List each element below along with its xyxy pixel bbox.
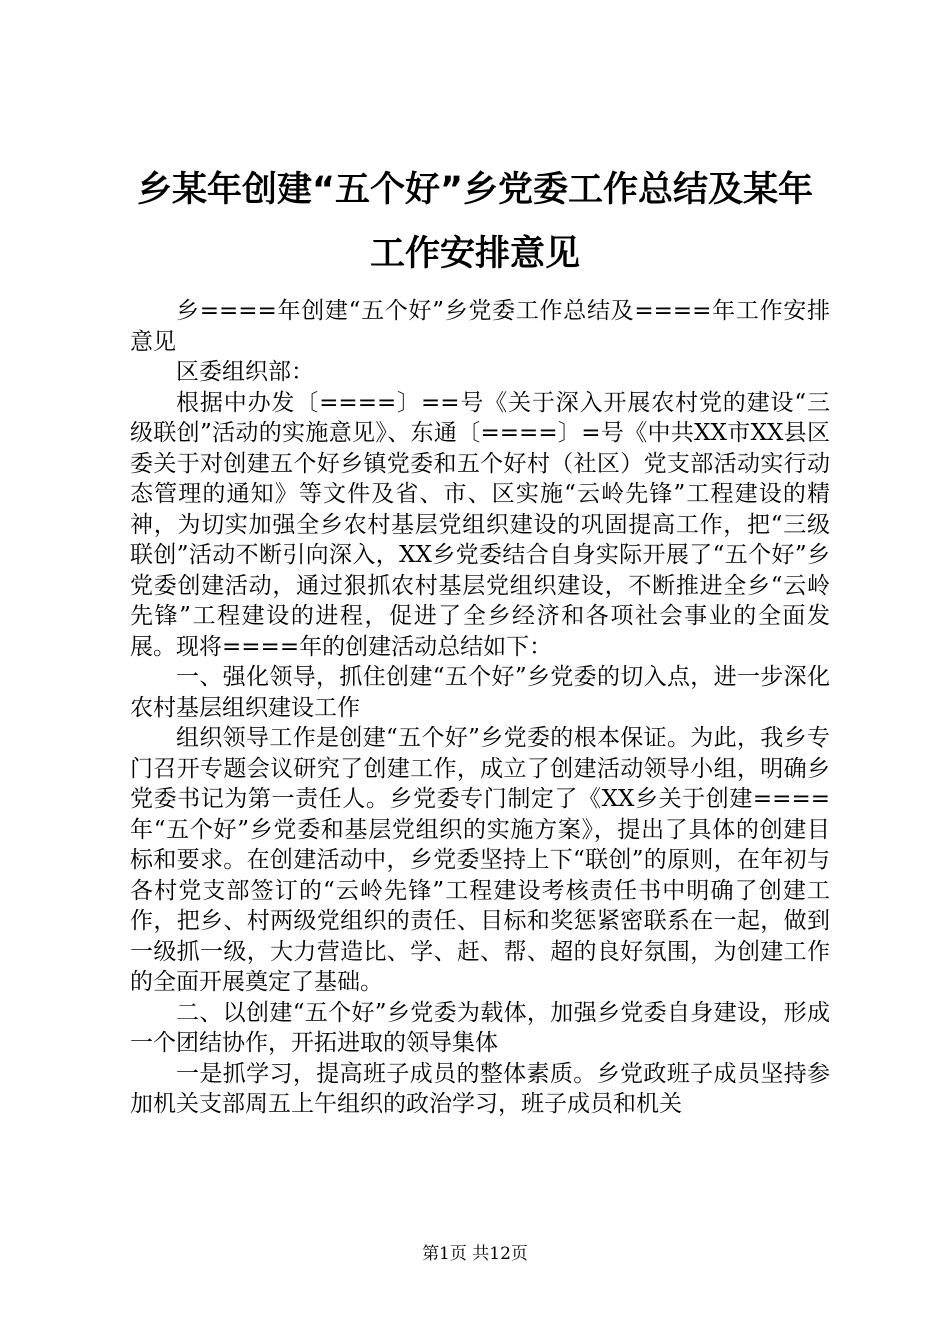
document-title [110, 158, 840, 286]
title-line-2: 工作安排意见 [369, 234, 580, 274]
addressee-paragraph: 区委组织部： [176, 359, 314, 385]
section-heading-2: 二、以创建“五个好”乡党委为载体，加强乡党委自身建设，形成一个团结协作，开拓进取的领导集体 [130, 999, 830, 1056]
section-heading-1: 一、强化领导，抓住创建“五个好”乡党委的切入点，进一步深化农村基层组织建设工作 [130, 664, 830, 721]
page-total: 共12页 [472, 1244, 528, 1264]
title-line-1: 乡某年创建“五个好”乡党委工作总结及某年 [136, 170, 813, 210]
page-footer [0, 1242, 950, 1266]
document-body [130, 296, 830, 1120]
section-2-paragraph: 一是抓学习，提高班子成员的整体素质。乡党政班子成员坚持参加机关支部周五上午组织的政治学习，班子成员和机关 [130, 1060, 830, 1117]
section-1-paragraph: 组织领导工作是创建“五个好”乡党委的根本保证。为此，我乡专门召开专题会议研究了创建工作，成立了创建活动领导小组，明确乡党委书记为第一责任人。乡党委专门制定了《XX乡关于创建====年“五个好”乡党委和基层党组织的实施方案》，提出了具体的创建目标和要求。在创建活动中，乡党委坚持上下“联创”的原则，在年初与各村党支部签订的“云岭先锋”工程建设考核责任书中明确了创建工作，把乡、村两级党组织的责任、目标和奖惩紧密联系在一起，做到一级抓一级，大力营造比、学、赶、帮、超的良好氛围，为创建工作的全面开展奠定了基础。 [130, 725, 830, 995]
page-number: 第1页 [422, 1244, 467, 1264]
subtitle-paragraph: 乡====年创建“五个好”乡党委工作总结及====年工作安排意见 [130, 298, 830, 355]
intro-paragraph: 根据中办发〔====〕==号《关于深入开展农村党的建设“三级联创”活动的实施意见》、东通〔====〕=号《中共XX市XX县区委关于对创建五个好乡镇党委和五个好村（社区）党支部活动实行动态管理的通知》等文件及省、市、区实施“云岭先锋”工程建设的精神，为切实加强全乡农村基层党组织建设的巩固提高工作，把“三级联创”活动不断引向深入，XX乡党委结合自身实际开展了“五个好”乡党委创建活动，通过狠抓农村基层党组织建设，不断推进全乡“云岭先锋”工程建设的进程，促进了全乡经济和各项社会事业的全面发展。现将====年的创建活动总结如下： [130, 389, 830, 660]
